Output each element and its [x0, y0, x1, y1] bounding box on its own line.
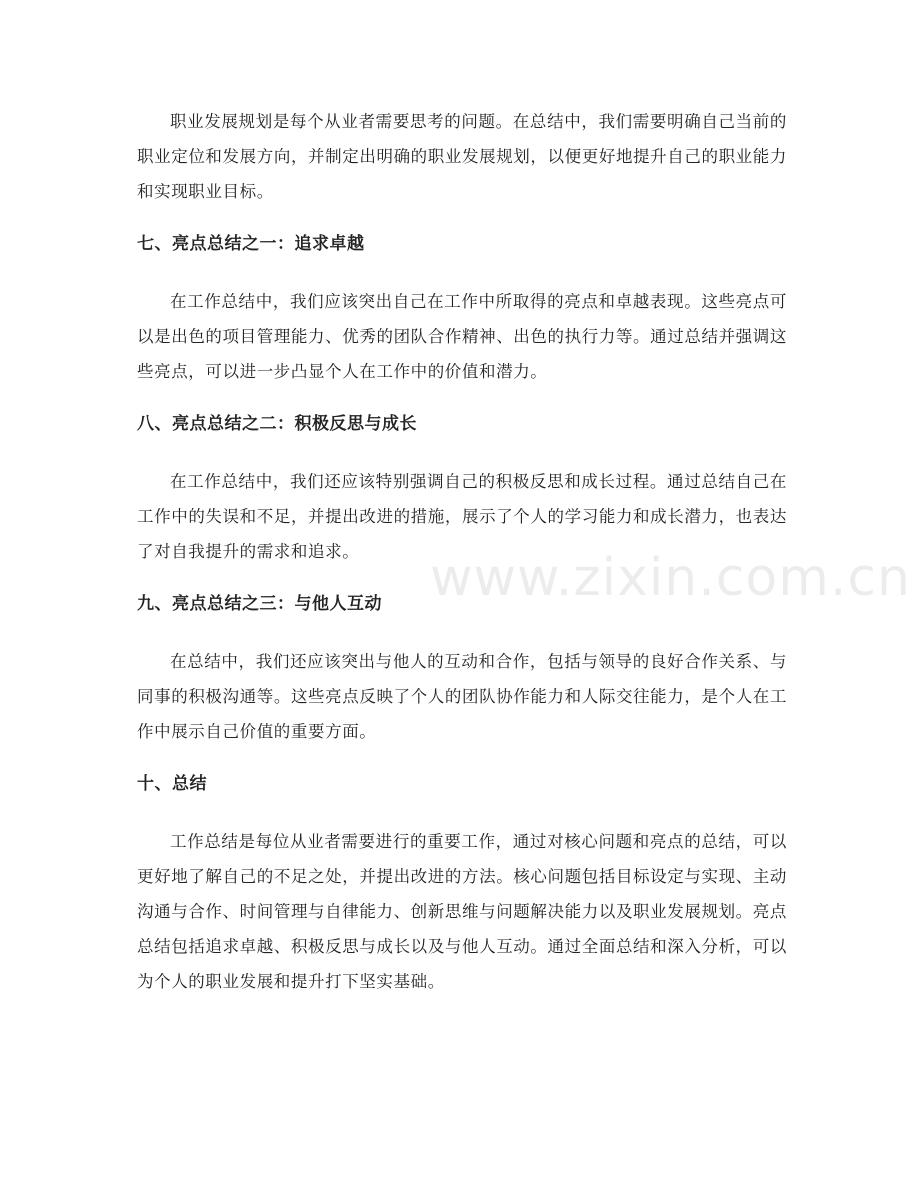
- paragraph-section-10: 工作总结是每位从业者需要进行的重要工作，通过对核心问题和亮点的总结，可以更好地了解自己的不足之处，并提出改进的方法。核心问题包括目标设定与实现、主动沟通与合作、时间管理与自律能力、创新思维与问题解决能力以及职业发展规划。亮点总结包括追求卓越、积极反思与成长以及与他人互动。通过全面总结和深入分析，可以为个人的职业发展和提升打下坚实基础。: [137, 832, 787, 991]
- heading-section-7: 七、亮点总结之一：追求卓越: [137, 234, 365, 254]
- paragraph-section-7: 在工作总结中，我们应该突出自己在工作中所取得的亮点和卓越表现。这些亮点可以是出色的项目管理能力、优秀的团队合作精神、出色的执行力等。通过总结并强调这些亮点，可以进一步凸显个人在工作中的价值和潜力。: [137, 292, 787, 381]
- watermark: www.zixin.com.cn: [430, 548, 911, 608]
- paragraph-section-8: 在工作总结中，我们还应该特别强调自己的积极反思和成长过程。通过总结自己在工作中的失误和不足，并提出改进的措施，展示了个人的学习能力和成长潜力，也表达了对自我提升的需求和追求。: [137, 472, 787, 561]
- heading-section-10: 十、总结: [137, 774, 207, 794]
- heading-section-9: 九、亮点总结之三：与他人互动: [137, 594, 382, 614]
- heading-section-8: 八、亮点总结之二：积极反思与成长: [137, 414, 417, 434]
- paragraph-career-planning: 职业发展规划是每个从业者需要思考的问题。在总结中，我们需要明确自己当前的职业定位和发展方向，并制定出明确的职业发展规划，以便更好地提升自己的职业能力和实现职业目标。: [137, 112, 787, 201]
- paragraph-section-9: 在总结中，我们还应该突出与他人的互动和合作，包括与领导的良好合作关系、与同事的积极沟通等。这些亮点反映了个人的团队协作能力和人际交往能力，是个人在工作中展示自己价值的重要方面。: [137, 652, 787, 741]
